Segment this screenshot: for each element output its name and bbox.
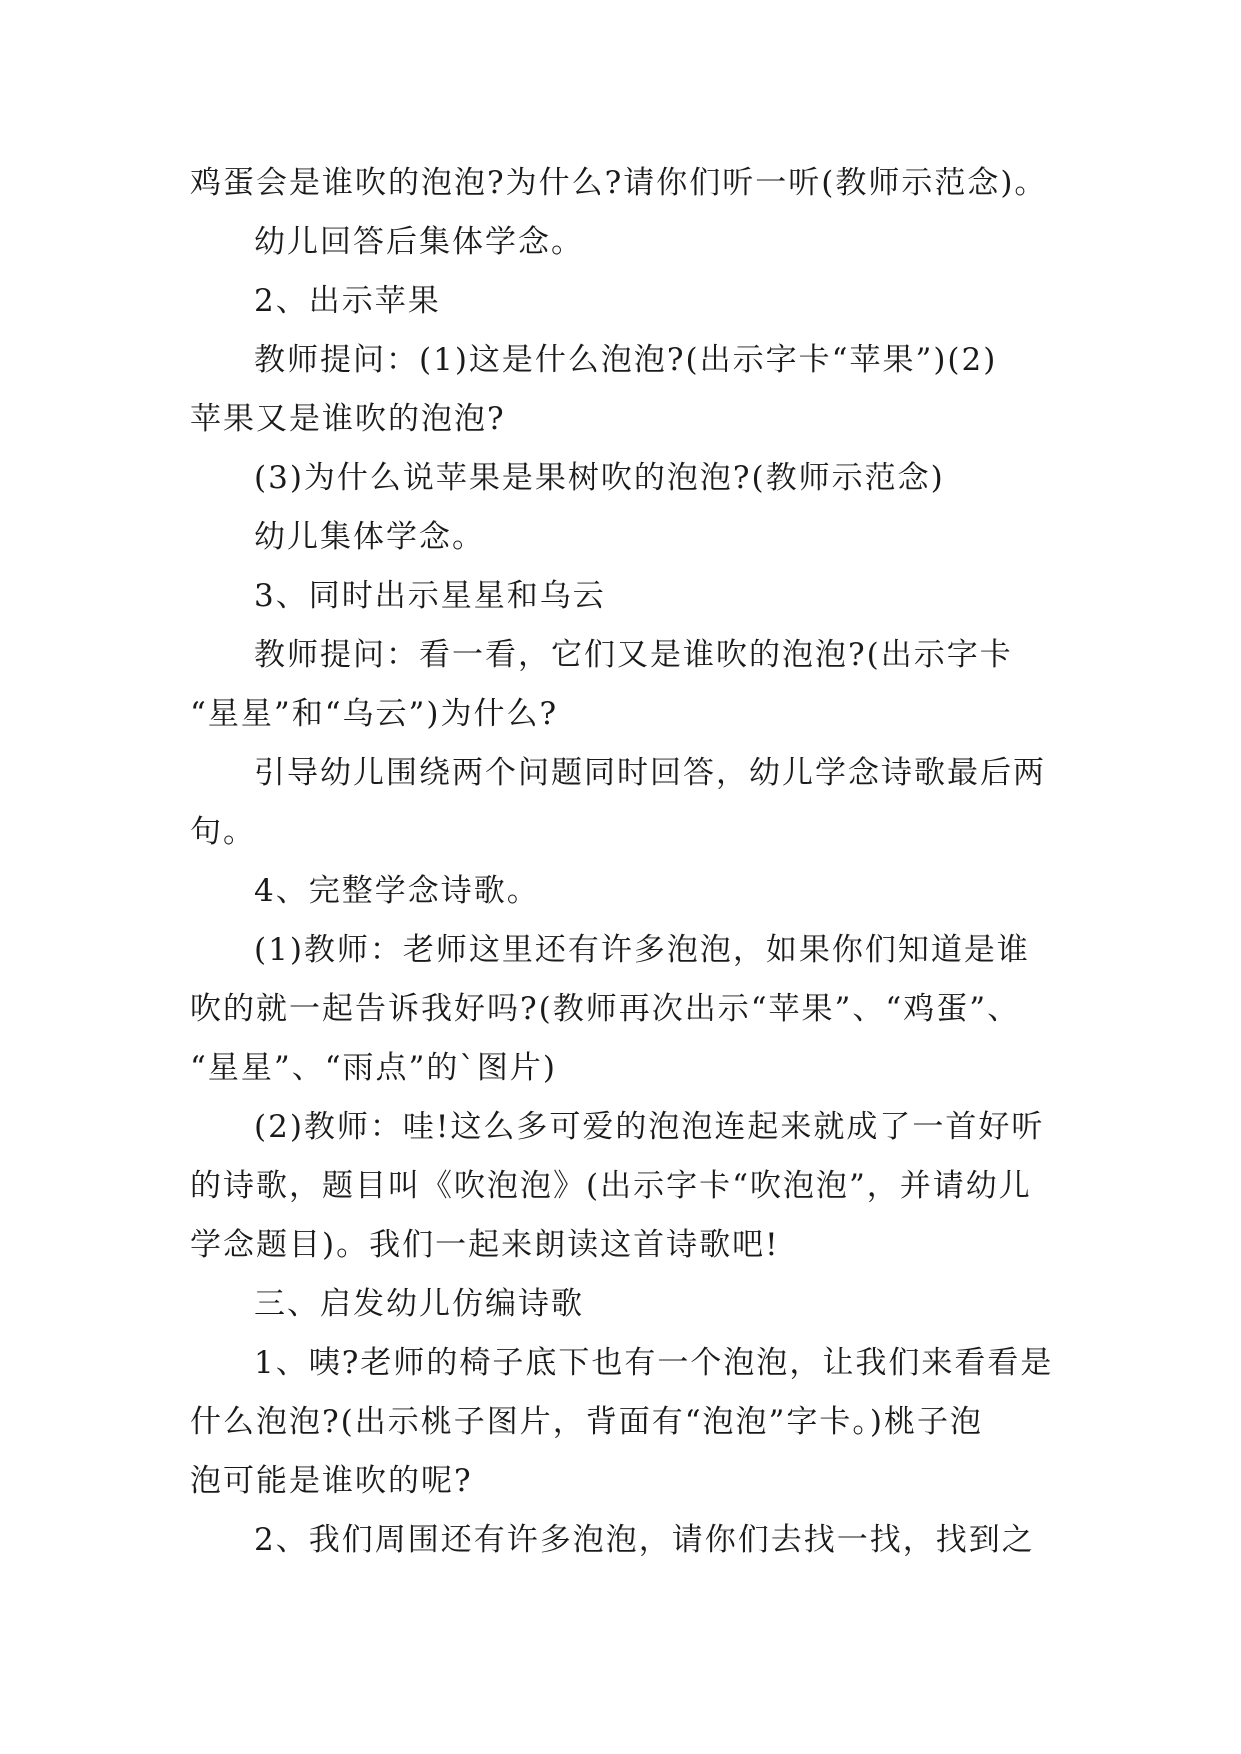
section-heading: 3、同时出示星星和乌云 <box>254 578 606 614</box>
section-heading: 4、完整学念诗歌。 <box>254 873 540 909</box>
text-line: (3)为什么说苹果是果树吹的泡泡?(教师示范念) <box>254 460 945 496</box>
text-line: (1)教师：老师这里还有许多泡泡，如果你们知道是谁 <box>254 932 1030 968</box>
section-heading: 三、启发幼儿仿编诗歌 <box>254 1286 584 1322</box>
text-line: 幼儿回答后集体学念。 <box>254 224 584 260</box>
text-line: “星星”、“雨点”的`图片) <box>190 1050 557 1086</box>
text-line: 学念题目)。我们一起来朗读这首诗歌吧! <box>190 1227 780 1263</box>
text-line: 泡可能是谁吹的呢? <box>190 1463 473 1499</box>
text-line: 幼儿集体学念。 <box>254 519 485 555</box>
text-line: 苹果又是谁吹的泡泡? <box>190 401 506 437</box>
document-body <box>190 154 1054 1570</box>
section-heading: 2、出示苹果 <box>254 283 441 319</box>
text-line: 的诗歌，题目叫《吹泡泡》(出示字卡“吹泡泡”，并请幼儿 <box>190 1168 1032 1204</box>
text-line: 2、我们周围还有许多泡泡，请你们去找一找，找到之 <box>254 1522 1035 1558</box>
text-line: 1、咦?老师的椅子底下也有一个泡泡，让我们来看看是 <box>254 1345 1054 1381</box>
text-line: 教师提问：看一看，它们又是谁吹的泡泡?(出示字卡 <box>254 637 1013 673</box>
text-line: 教师提问：(1)这是什么泡泡?(出示字卡“苹果”)(2) <box>254 342 998 378</box>
text-line: 吹的就一起告诉我好吗?(教师再次出示“苹果”、“鸡蛋”、 <box>190 991 1021 1027</box>
text-line: 什么泡泡?(出示桃子图片，背面有“泡泡”字卡。)桃子泡 <box>190 1404 984 1440</box>
text-line: 句。 <box>190 814 256 850</box>
text-line: 引导幼儿围绕两个问题同时回答，幼儿学念诗歌最后两 <box>254 755 1046 791</box>
text-line: 鸡蛋会是谁吹的泡泡?为什么?请你们听一听(教师示范念)。 <box>190 165 1048 201</box>
text-line: “星星”和“乌云”)为什么? <box>190 696 559 732</box>
text-line: (2)教师：哇!这么多可爱的泡泡连起来就成了一首好听 <box>254 1109 1045 1145</box>
